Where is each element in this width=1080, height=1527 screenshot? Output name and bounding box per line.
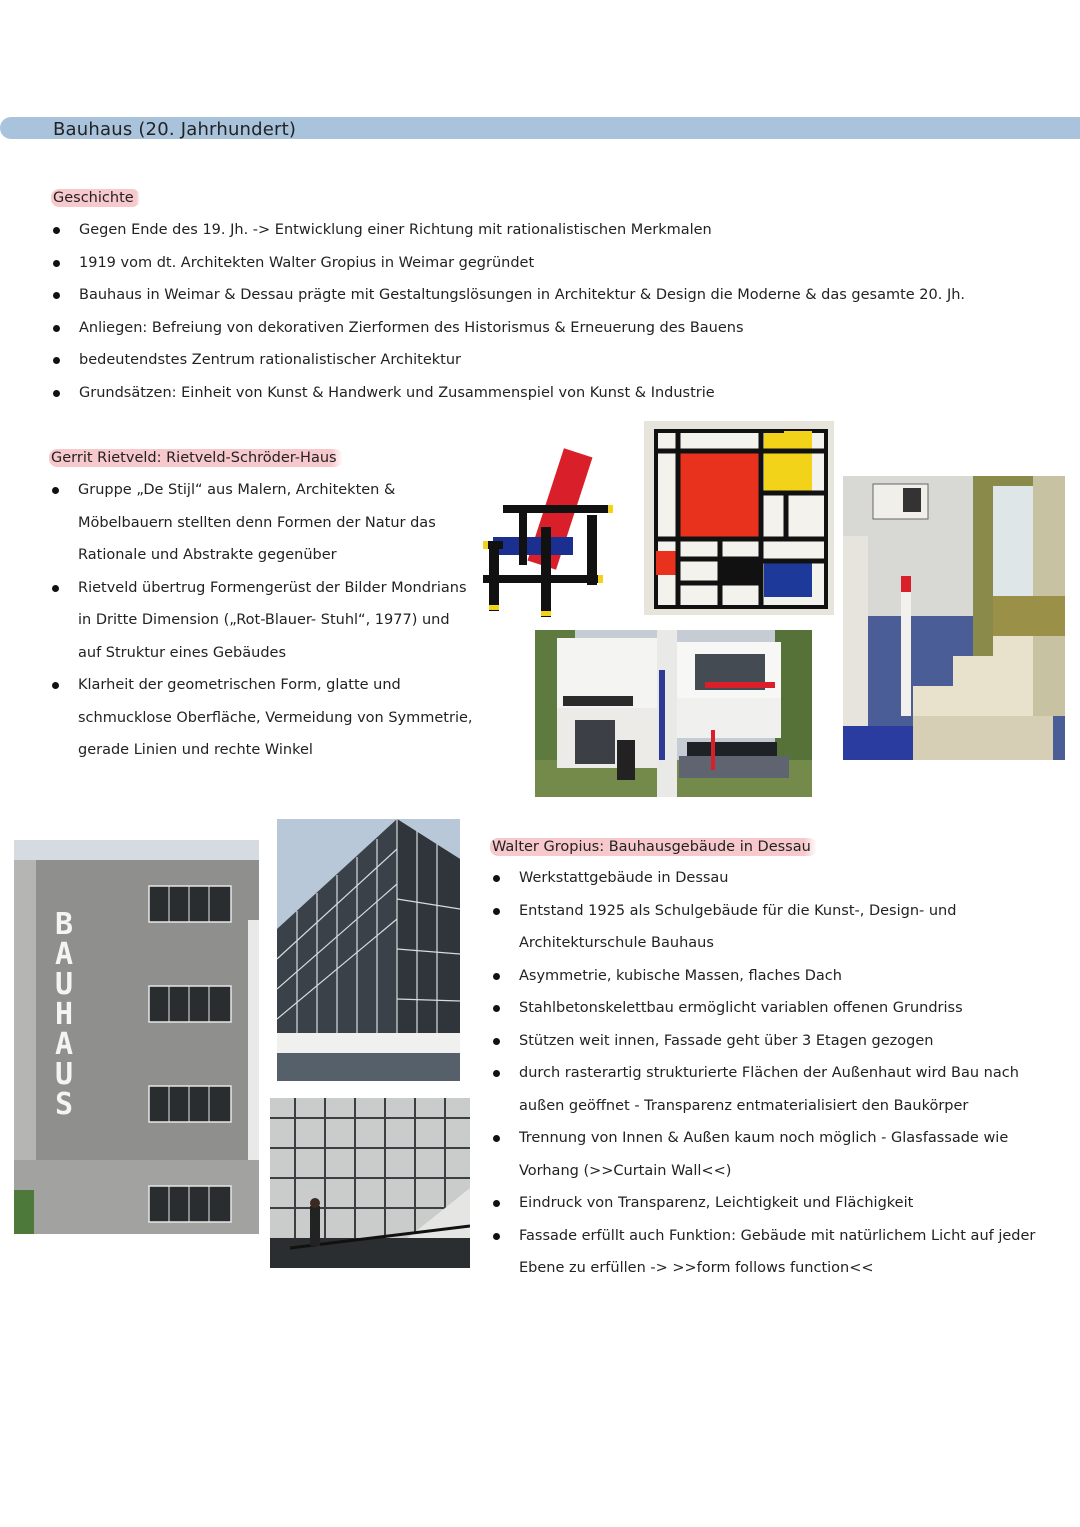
heading-geschichte: Geschichte — [51, 189, 140, 207]
list-item: Werkstattgebäude in Dessau — [491, 862, 1061, 895]
bauhaus-glass-corner-image — [277, 819, 460, 1081]
bauhaus-interior-image — [270, 1098, 470, 1268]
list-item: Eindruck von Transparenz, Leichtigkeit und Flächigkeit — [491, 1187, 1061, 1220]
list-item: Fassade erfüllt auch Funktion: Gebäude mit natürlichem Licht auf jeder Ebene zu erfüllen -> >>form follows function<< — [491, 1220, 1061, 1285]
heading-gropius: Walter Gropius: Bauhausgebäude in Dessau — [490, 838, 817, 856]
list-item: Gegen Ende des 19. Jh. -> Entwicklung einer Richtung mit rationalistischen Merkmalen — [51, 214, 1051, 247]
mondrian-painting-image — [644, 421, 834, 615]
heading-rietveld: Gerrit Rietveld: Rietveld-Schröder-Haus — [49, 449, 343, 467]
list-item: durch rasterartig strukturierte Flächen der Außenhaut wird Bau nach außen geöffnet - Transparenz entmaterialisiert den Baukörper — [491, 1057, 1061, 1122]
list-item: Asymmetrie, kubische Massen, flaches Dach — [491, 960, 1061, 993]
list-item: Stützen weit innen, Fassade geht über 3 Etagen gezogen — [491, 1025, 1061, 1058]
list-item: Grundsätzen: Einheit von Kunst & Handwerk und Zusammenspiel von Kunst & Industrie — [51, 377, 1051, 410]
list-item: Trennung von Innen & Außen kaum noch möglich - Glasfassade wie Vorhang (>>Curtain Wall<<) — [491, 1122, 1061, 1187]
list-item: Bauhaus in Weimar & Dessau prägte mit Gestaltungslösungen in Architektur & Design die Moderne & das gesamte 20. Jh. — [51, 279, 1051, 312]
list-rietveld — [50, 474, 475, 767]
list-item: Entstand 1925 als Schulgebäude für die Kunst-, Design- und Architekturschule Bauhaus — [491, 895, 1061, 960]
schroeder-house-interior-image — [843, 476, 1065, 760]
list-item: 1919 vom dt. Architekten Walter Gropius in Weimar gegründet — [51, 247, 1051, 280]
page-title: Bauhaus (20. Jahrhundert) — [53, 119, 297, 140]
schroeder-house-exterior-image — [535, 630, 812, 797]
list-item: Anliegen: Befreiung von dekorativen Zierformen des Historismus & Erneuerung des Bauens — [51, 312, 1051, 345]
list-item: Gruppe „De Stijl“ aus Malern, Architekten & Möbelbauern stellten denn Formen der Natur das Rationale und Abstrakte gegenüber — [50, 474, 475, 572]
bauhaus-sign: BAUHAUS — [54, 907, 74, 1122]
list-item: Stahlbetonskelettbau ermöglicht variablen offenen Grundriss — [491, 992, 1061, 1025]
bauhaus-facade-image — [14, 840, 259, 1234]
red-blue-chair-image — [483, 445, 628, 617]
list-geschichte — [51, 214, 1051, 409]
list-gropius — [491, 862, 1061, 1285]
list-item: Klarheit der geometrischen Form, glatte und schmucklose Oberfläche, Vermeidung von Symmetrie, gerade Linien und rechte Winkel — [50, 669, 475, 767]
list-item: bedeutendstes Zentrum rationalistischer Architektur — [51, 344, 1051, 377]
list-item: Rietveld übertrug Formengerüst der Bilder Mondrians in Dritte Dimension („Rot-Blauer- Stuhl“, 1977) und auf Struktur eines Gebäudes — [50, 572, 475, 670]
